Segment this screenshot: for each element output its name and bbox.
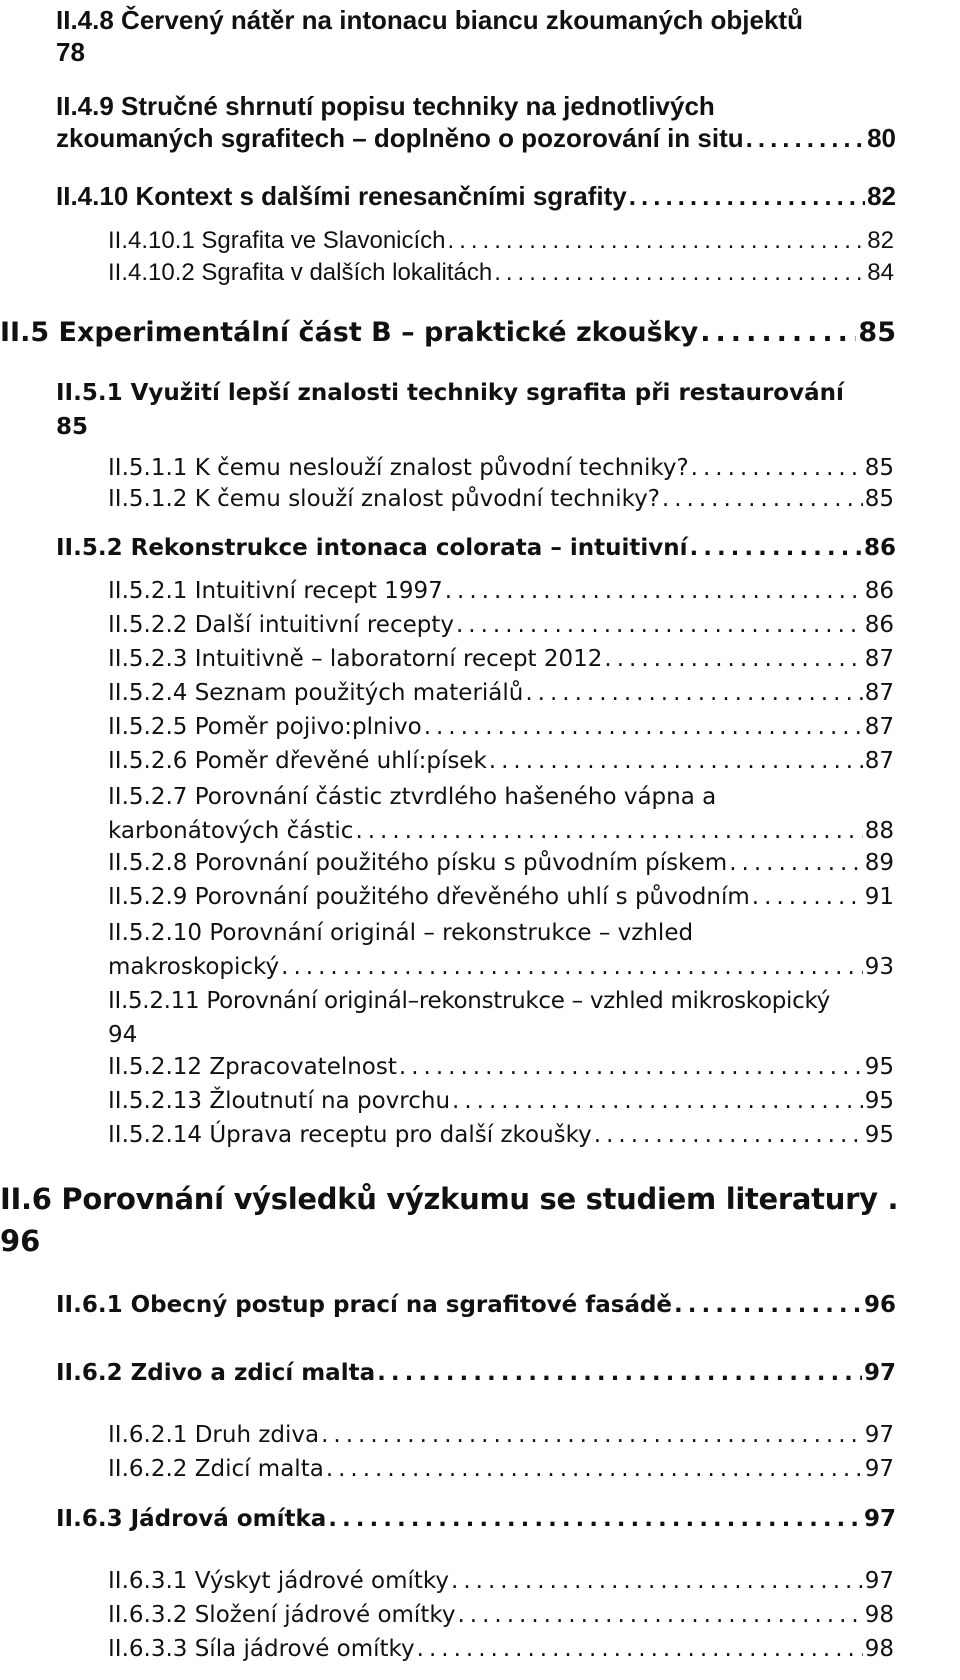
toc-entry[interactable] <box>108 226 894 256</box>
dot-leader <box>691 453 863 483</box>
toc-entry-title: II.5.2.11 Porovnání originál–rekonstrukce – vzhled mikroskopický <box>108 988 830 1014</box>
toc-entry-title: II.5.2 Rekonstrukce intonaca colorata – intuitivní <box>56 535 688 561</box>
dot-leader <box>689 532 862 564</box>
toc-entry[interactable] <box>108 712 894 742</box>
toc-entry-page: 86 <box>863 535 896 561</box>
toc-entry-title: II.6.3 Jádrová omítka <box>56 1506 327 1532</box>
dot-leader <box>417 1634 863 1664</box>
toc-entry[interactable] <box>108 484 894 514</box>
dot-leader <box>448 226 866 256</box>
toc-entry[interactable] <box>56 1503 896 1535</box>
toc-entry-title: II.5.2.10 Porovnání originál – rekonstrukce – vzhled <box>108 920 694 946</box>
toc-entry-page: 96 <box>863 1292 896 1318</box>
dot-leader <box>594 1120 863 1150</box>
toc-entry-page: 86 <box>864 612 894 638</box>
dot-leader <box>451 1566 863 1596</box>
toc-entry-title: II.6.2 Zdivo a zdicí malta <box>56 1360 376 1386</box>
toc-entry-page: 86 <box>864 578 894 604</box>
dot-leader <box>525 678 862 708</box>
dot-leader <box>746 122 865 154</box>
toc-entry-title: II.5.2.12 Zpracovatelnost <box>108 1054 397 1080</box>
toc-entry-page: 87 <box>864 680 894 706</box>
toc-entry-page: 94 <box>108 1022 138 1048</box>
toc-entry[interactable] <box>108 1052 894 1082</box>
toc-entry[interactable] <box>108 576 894 606</box>
toc-entry-title: II.4.8 Červený nátěr na intonacu biancu zkoumaných objektů <box>56 5 803 35</box>
toc-entry[interactable] <box>108 1120 894 1150</box>
toc-entry-title: II.4.10 Kontext s dalšími renesančními sgrafity <box>56 181 627 211</box>
toc-entry-title: II.5.2.2 Další intuitivní recepty <box>108 612 454 638</box>
toc-entry-page: 85 <box>864 455 894 481</box>
toc-entry-title: II.5.2.8 Porovnání použitého písku s původním pískem <box>108 850 728 876</box>
dot-leader <box>494 258 865 288</box>
toc-entry-title-cont: makroskopický <box>108 954 280 980</box>
toc-entry[interactable] <box>108 678 894 708</box>
dot-leader <box>604 644 862 674</box>
dot-leader <box>674 1289 862 1321</box>
toc-entry-title: II.5.2.3 Intuitivně – laboratorní recept 2012 <box>108 646 603 672</box>
dot-leader <box>377 1357 862 1389</box>
toc-entry-page: 82 <box>867 227 894 254</box>
toc-entry-page: 98 <box>864 1636 894 1662</box>
toc-entry[interactable] <box>56 1289 896 1321</box>
toc-entry[interactable] <box>108 780 894 848</box>
dot-leader <box>424 712 863 742</box>
toc-entry-title: II.4.9 Stručné shrnutí popisu techniky na jednotlivých <box>56 91 715 121</box>
toc-entry-page: 87 <box>864 646 894 672</box>
toc-entry-title: II.5.2.13 Žloutnutí na povrchu <box>108 1088 451 1114</box>
dot-leader <box>457 1600 862 1630</box>
toc-entry-title: II.5.2.14 Úprava receptu pro další zkoušky <box>108 1122 592 1148</box>
dot-leader <box>281 950 863 984</box>
dot-leader <box>456 610 863 640</box>
toc-entry-title: II.5.1.1 K čemu neslouží znalost původní techniky? <box>108 455 689 481</box>
dot-leader <box>489 746 863 776</box>
dot-leader <box>629 180 865 212</box>
toc-entry-page: 98 <box>864 1602 894 1628</box>
toc-entry[interactable] <box>108 848 894 878</box>
toc-entry-title: II.6.3.2 Složení jádrové omítky <box>108 1602 456 1628</box>
toc-entry-title: II.5.1.2 K čemu slouží znalost původní techniky? <box>108 486 660 512</box>
toc-entry[interactable] <box>108 258 894 288</box>
toc-entry-page: 84 <box>867 259 894 286</box>
toc-entry-page: 95 <box>864 1122 894 1148</box>
toc-entry-title: II.5.1 Využití lepší znalosti techniky sgrafita při restaurování <box>56 380 844 406</box>
dot-leader <box>752 882 863 912</box>
toc-entry-page: 78 <box>56 37 85 67</box>
toc-entry[interactable] <box>108 1566 894 1596</box>
toc-entry[interactable] <box>108 882 894 912</box>
toc-entry[interactable] <box>108 1420 894 1450</box>
toc-entry-title: II.5.2.9 Porovnání použitého dřevěného uhlí s původním <box>108 884 750 910</box>
toc-entry[interactable] <box>56 376 916 444</box>
toc-entry-page: 89 <box>864 850 894 876</box>
toc-entry-page: 85 <box>864 486 894 512</box>
toc-entry-page: 85 <box>858 317 896 348</box>
toc-entry-page: 91 <box>864 884 894 910</box>
dot-leader <box>328 1503 862 1535</box>
dot-leader <box>452 1086 863 1116</box>
toc-entry[interactable] <box>0 1178 920 1262</box>
dot-leader <box>729 848 863 878</box>
toc-entry-title: II.6.3.3 Síla jádrové omítky <box>108 1636 415 1662</box>
toc-entry-page: 97 <box>863 1506 896 1532</box>
toc-entry[interactable] <box>56 1357 896 1389</box>
toc-entry[interactable] <box>108 1454 894 1484</box>
toc-entry-title-cont: zkoumaných sgrafitech – doplněno o pozorování in situ <box>56 123 744 153</box>
toc-entry[interactable] <box>56 180 896 212</box>
toc-entry-page: 97 <box>864 1456 894 1482</box>
toc-entry-page: 80 <box>867 123 896 153</box>
toc-entry[interactable] <box>108 916 894 984</box>
toc-entry[interactable] <box>108 1634 894 1664</box>
toc-entry-page: 96 <box>0 1224 41 1258</box>
toc-entry[interactable] <box>56 4 916 68</box>
toc-entry[interactable] <box>108 610 894 640</box>
dot-leader <box>662 484 863 514</box>
toc-entry-title: II.6.1 Obecný postup prací na sgrafitové fasádě <box>56 1292 673 1318</box>
toc-entry-page: 95 <box>864 1054 894 1080</box>
dot-leader <box>355 814 862 848</box>
toc-entry-title: II.5.2.5 Poměr pojivo:plnivo <box>108 714 422 740</box>
toc-entry[interactable] <box>108 644 894 674</box>
toc-entry-title-cont: karbonátových částic <box>108 818 354 844</box>
dot-leader <box>321 1420 863 1450</box>
toc-entry-page: 97 <box>863 1360 896 1386</box>
toc-entry-page: 85 <box>56 414 89 440</box>
toc-entry-page: 87 <box>864 748 894 774</box>
toc-entry-page: 97 <box>864 1568 894 1594</box>
toc-entry[interactable] <box>0 315 896 351</box>
toc-entry-title: II.4.10.1 Sgrafita ve Slavonicích <box>108 227 446 254</box>
toc-entry[interactable] <box>56 90 896 154</box>
toc-entry-title: II.6.3.1 Výskyt jádrové omítky <box>108 1568 450 1594</box>
toc-entry[interactable] <box>108 1086 894 1116</box>
toc-entry[interactable] <box>108 1600 894 1630</box>
toc-entry-page: 82 <box>867 181 896 211</box>
toc-entry-title: II.6.2.2 Zdicí malta <box>108 1456 324 1482</box>
toc-entry-title: II.4.10.2 Sgrafita v dalších lokalitách <box>108 259 493 286</box>
dot-leader <box>445 576 863 606</box>
toc-entry-title: II.5.2.4 Seznam použitých materiálů <box>108 680 524 706</box>
dot-leader <box>399 1052 863 1082</box>
toc-entry-title: II.5.2.6 Poměr dřevěné uhlí:písek <box>108 748 487 774</box>
toc-entry-title: II.6.2.1 Druh zdiva <box>108 1422 320 1448</box>
dot-leader <box>700 315 856 351</box>
toc-entry-page: 88 <box>864 818 894 844</box>
toc-entry[interactable] <box>108 984 908 1052</box>
toc-entry-page: 93 <box>864 954 894 980</box>
dot-leader <box>326 1454 863 1484</box>
toc-entry-page: 87 <box>864 714 894 740</box>
toc-entry-title: II.5 Experimentální část B – praktické zkoušky <box>0 317 699 348</box>
toc-entry-title: II.6 Porovnání výsledků výzkumu se studiem literatury . <box>0 1182 899 1216</box>
toc-entry-page: 95 <box>864 1088 894 1114</box>
toc-entry[interactable] <box>108 453 894 483</box>
toc-entry-title: II.5.2.7 Porovnání částic ztvrdlého hašeného vápna a <box>108 784 717 810</box>
toc-entry[interactable] <box>56 532 896 564</box>
toc-entry-page: 97 <box>864 1422 894 1448</box>
toc-entry[interactable] <box>108 746 894 776</box>
toc-entry-title: II.5.2.1 Intuitivní recept 1997 <box>108 578 443 604</box>
